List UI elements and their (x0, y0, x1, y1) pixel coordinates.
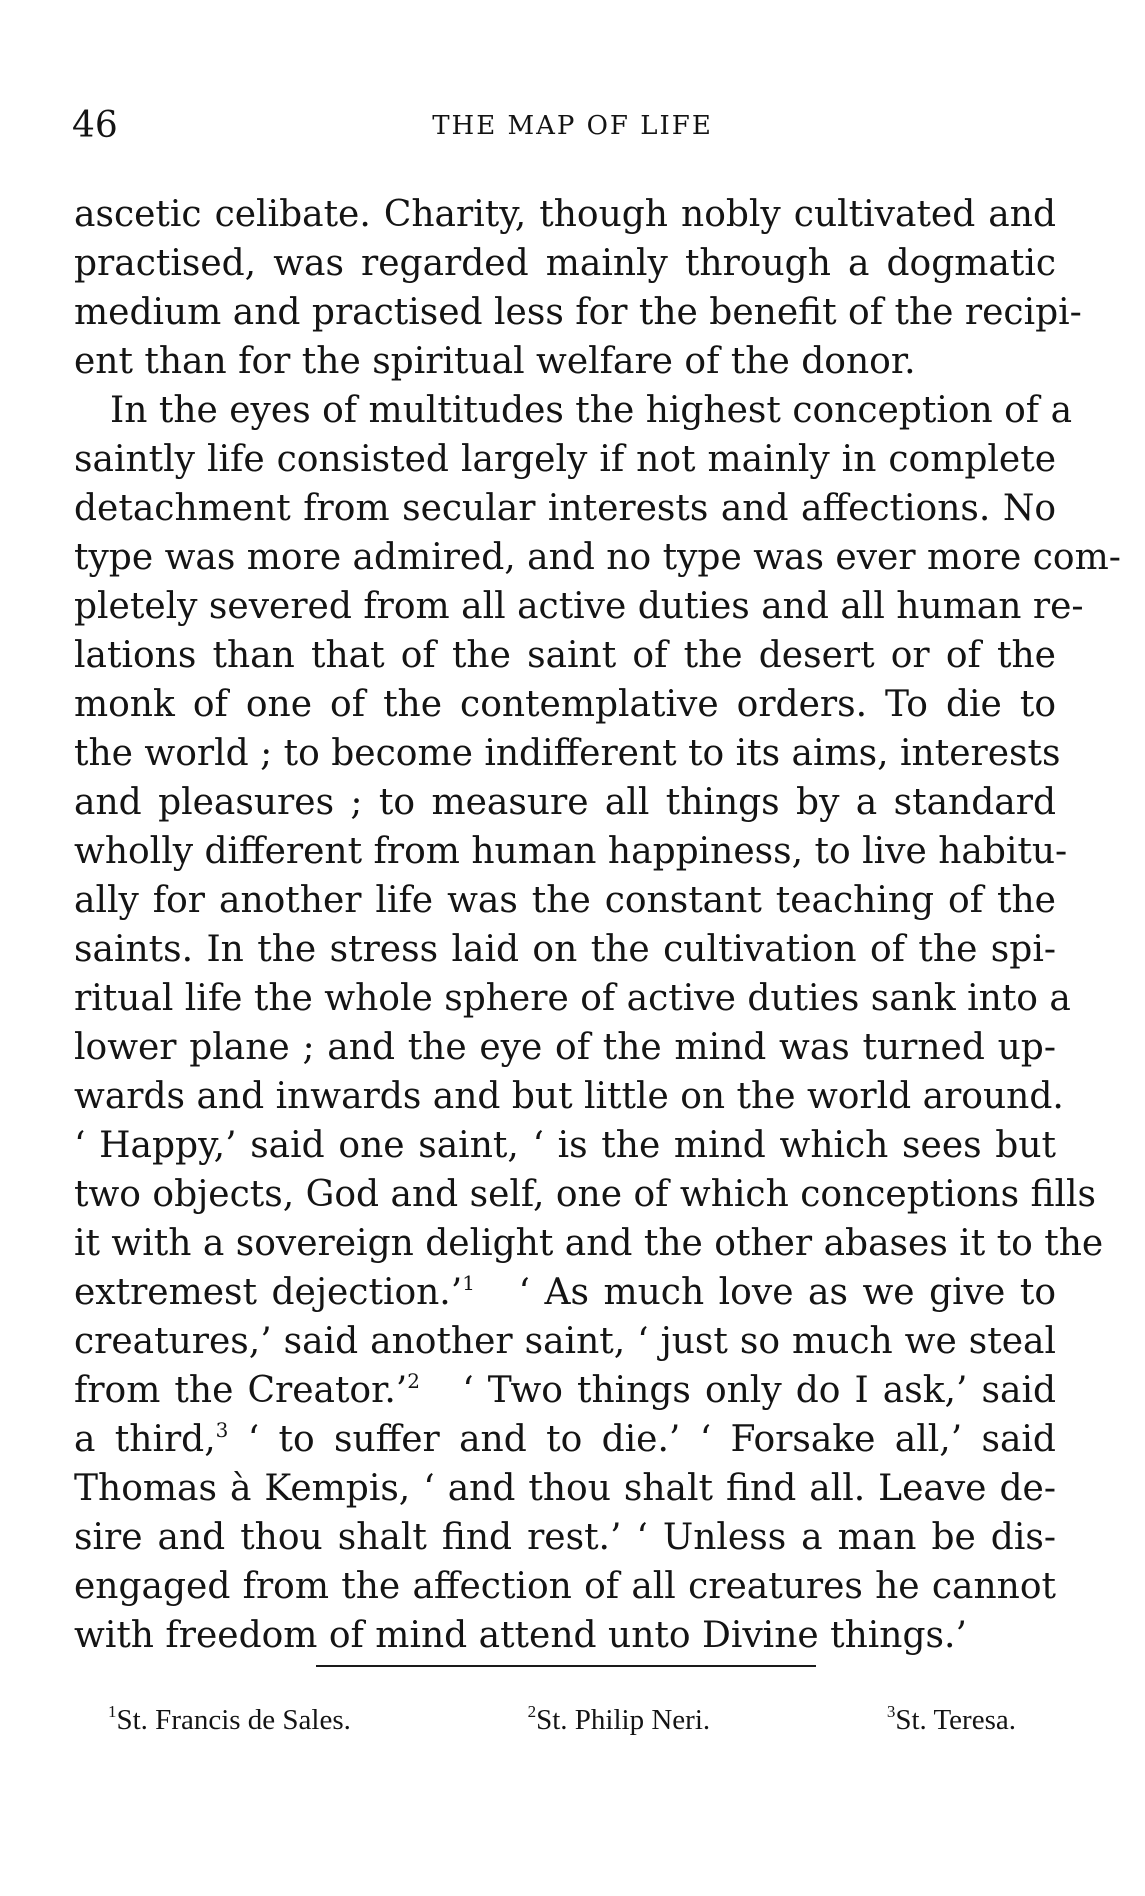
text-line: sire and thou shalt find rest.’ ‘ Unless a man be dis- (74, 1517, 1056, 1558)
text-segment: ‘ to suffer and to die.’ ‘ Forsake all,’ said (247, 1419, 1056, 1460)
text-line: monk of one of the contemplative orders. To die to (74, 684, 1056, 725)
text-segment: ‘ Two things only do I ask,’ said (462, 1370, 1056, 1411)
text-line: practised, was regarded mainly through a dogmatic (74, 243, 1056, 284)
text-line: with freedom of mind attend unto Divine things.’ (74, 1615, 967, 1656)
text-segment: extremest dejection.’ (74, 1272, 463, 1313)
text-line: creatures,’ said another saint, ‘ just so much we steal (74, 1321, 1056, 1362)
text-line: medium and practised less for the benefit of the recipi- (74, 292, 1082, 333)
footnote-divider (316, 1665, 816, 1667)
running-title: THE MAP OF LIFE (432, 111, 713, 141)
text-line: lations than that of the saint of the desert or of the (74, 635, 1056, 676)
text-line (74, 1366, 1056, 1415)
footnote-mark: 1 (108, 1702, 117, 1721)
page-number: 46 (72, 105, 118, 146)
footnote-ref: 3 (215, 1418, 229, 1442)
footnote-text: St. Teresa. (895, 1704, 1016, 1736)
text-line: ‘ Happy,’ said one saint, ‘ is the mind which sees but (74, 1125, 1056, 1166)
text-line: ascetic celibate. Charity, though nobly cultivated and (74, 194, 1056, 235)
footnote-1 (108, 1700, 351, 1740)
text-line: ritual life the whole sphere of active duties sank into a (74, 978, 1071, 1019)
footnotes (108, 1700, 1016, 1740)
footnote-3 (887, 1700, 1016, 1740)
text-line: type was more admired, and no type was ever more com- (74, 537, 1121, 578)
text-line: pletely severed from all active duties and all human re- (74, 586, 1084, 627)
text-line: engaged from the affection of all creatures he cannot (74, 1566, 1056, 1607)
text-segment: ‘ As much love as we give to (518, 1272, 1056, 1313)
text-line: saints. In the stress laid on the cultivation of the spi- (74, 929, 1056, 970)
text-line: and pleasures ; to measure all things by a standard (74, 782, 1056, 823)
body-text (74, 190, 1121, 1660)
text-line: wards and inwards and but little on the world around. (74, 1076, 1064, 1117)
text-line: lower plane ; and the eye of the mind was turned up- (74, 1027, 1056, 1068)
text-line: wholly different from human happiness, to live habitu- (74, 831, 1068, 872)
text-line (74, 1415, 1056, 1464)
footnote-mark: 3 (886, 1702, 896, 1721)
footnote-ref: 1 (462, 1271, 475, 1295)
text-line: Thomas à Kempis, ‘ and thou shalt find all. Leave de- (74, 1468, 1056, 1509)
text-segment: a third, (74, 1419, 216, 1460)
text-line: it with a sovereign delight and the other abases it to the (74, 1223, 1104, 1264)
text-line: the world ; to become indifferent to its aims, interests (74, 733, 1061, 774)
text-line: ent than for the spiritual welfare of the donor. (74, 341, 916, 382)
text-line: detachment from secular interests and affections. No (74, 488, 1056, 529)
footnote-mark: 2 (527, 1702, 537, 1721)
footnote-text: St. Philip Neri. (536, 1704, 711, 1736)
footnote-2 (528, 1700, 711, 1740)
text-segment: from the Creator.’ (74, 1370, 408, 1411)
text-line (74, 1268, 1056, 1317)
text-line: saintly life consisted largely if not mainly in complete (74, 439, 1056, 480)
text-line: ally for another life was the constant teaching of the (74, 880, 1056, 921)
footnote-text: St. Francis de Sales. (116, 1704, 351, 1736)
paragraph-start-line: In the eyes of multitudes the highest conception of a (110, 390, 1073, 431)
text-line: two objects, God and self, one of which conceptions fills (74, 1174, 1097, 1215)
footnote-ref: 2 (407, 1369, 420, 1393)
